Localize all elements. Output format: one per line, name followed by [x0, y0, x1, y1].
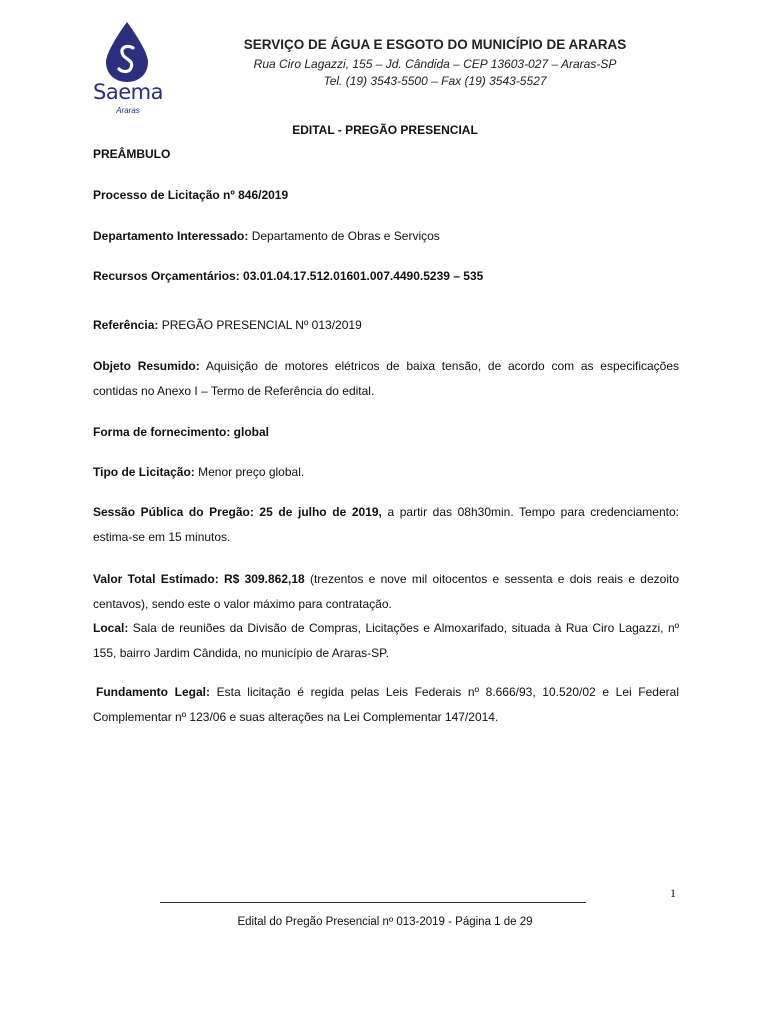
footer-text: Edital do Pregão Presencial nº 013-2019 - Página 1 de 29 [237, 916, 533, 928]
referencia-line: Referência: PREGÃO PRESENCIAL Nº 013/2019 [93, 318, 362, 332]
objeto-paragraph: Objeto Resumido: Aquisição de motores elétricos de baixa tensão, de acordo com as especificações contidas no Anexo I – Termo de Referência do edital. [93, 359, 680, 398]
document-title: EDITAL - PREGÃO PRESENCIAL [292, 123, 478, 137]
valor-paragraph: Valor Total Estimado: R$ 309.862,18 (trezentos e nove mil oitocentos e sessenta e dois reais e dezoito centavos), sendo este o valor máximo para contratação. [93, 572, 679, 611]
tipo-line: Tipo de Licitação: Menor preço global. [93, 465, 305, 479]
saema-logo [88, 20, 166, 115]
local-paragraph: Local: Sala de reuniões da Divisão de Compras, Licitações e Almoxarifado, situada à Rua Ciro Lagazzi, nº 155, bairro Jardim Cândida, no município de Araras-SP. [93, 621, 679, 660]
logo-wordmark: Saema [93, 80, 163, 104]
preambulo-heading: PREÂMBULO [93, 147, 171, 161]
recursos-line: Recursos Orçamentários: 03.01.04.17.512.01601.007.4490.5239 – 535 [93, 269, 484, 283]
water-drop-icon [102, 20, 152, 84]
organization-phone: Tel. (19) 3543-5500 – Fax (19) 3543-5527 [323, 74, 547, 88]
sessao-paragraph: Sessão Pública do Pregão: 25 de julho de 2019, a partir das 08h30min. Tempo para credenciamento: estima-se em 15 minutos. [93, 505, 679, 544]
processo-line: Processo de Licitação nº 846/2019 [93, 188, 289, 202]
fundamento-paragraph: Fundamento Legal: Esta licitação é regida pelas Leis Federais nº 8.666/93, 10.520/02 e Lei Federal Complementar nº 123/06 e suas alterações na Lei Complementar 147/2014. [93, 685, 679, 724]
logo-subtitle: Araras [116, 106, 140, 115]
footer-divider [160, 902, 586, 903]
page-number: 1 [670, 886, 676, 900]
departamento-line: Departamento Interessado: Departamento de Obras e Serviços [93, 229, 440, 243]
organization-name: SERVIÇO DE ÁGUA E ESGOTO DO MUNICÍPIO DE ARARAS [243, 37, 627, 52]
forma-line: Forma de fornecimento: global [93, 425, 270, 439]
organization-address: Rua Ciro Lagazzi, 155 – Jd. Cândida – CEP 13603-027 – Araras-SP [253, 57, 617, 71]
